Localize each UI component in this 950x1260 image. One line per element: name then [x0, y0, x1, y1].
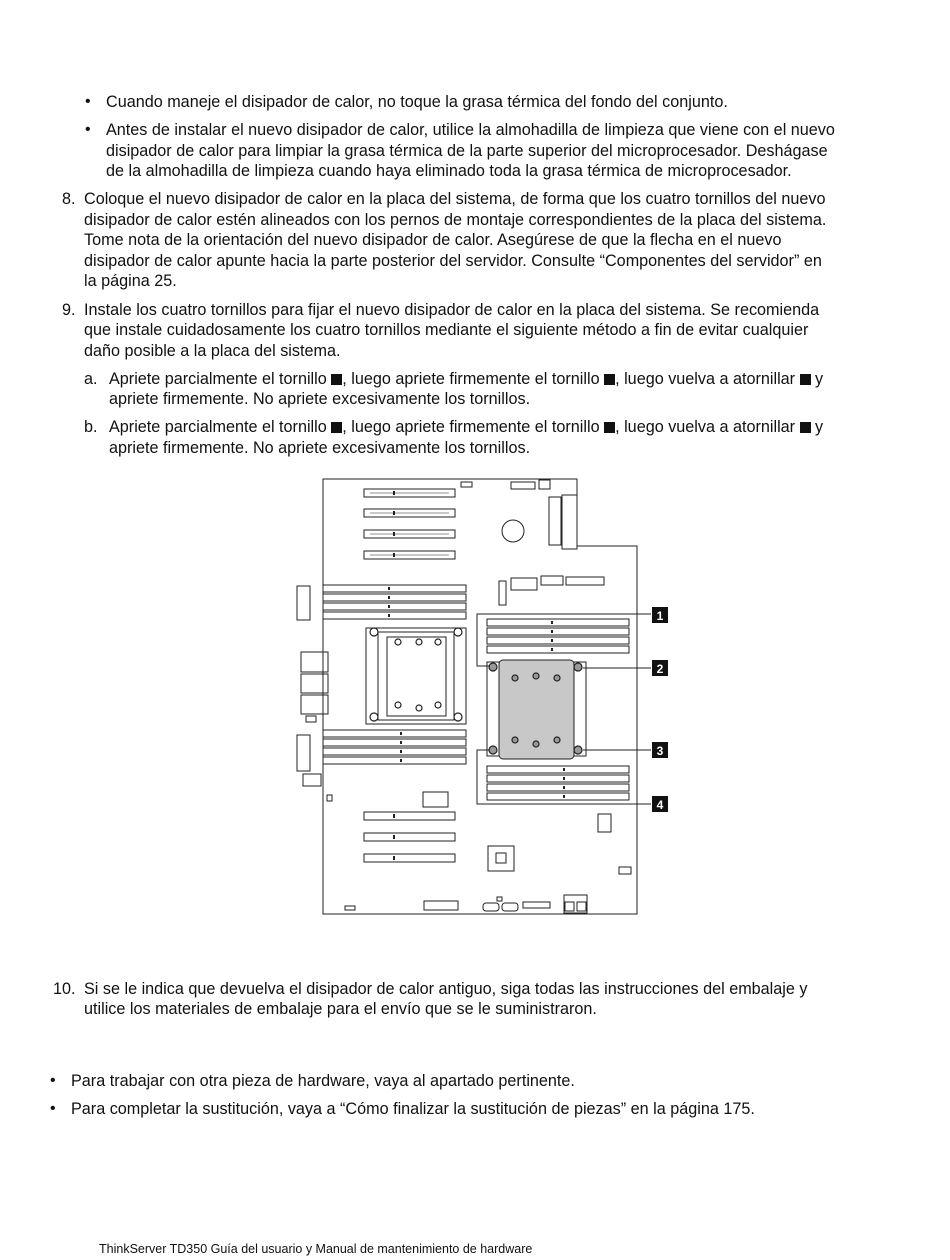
step-8-line: Tome nota de la orientación del nuevo disipador de calor. Asegúrese de que la flecha en el nuevo: [84, 231, 782, 249]
callout-1: [652, 607, 668, 623]
callout-3-label: 3: [656, 744, 664, 758]
step-9b-letter: b.: [84, 418, 98, 436]
bullet-marker: •: [50, 1072, 56, 1089]
step-9-line: Instale los cuatro tornillos para fijar el nuevo disipador de calor en la placa del sistema. Se recomienda: [84, 301, 820, 319]
bullet-marker: •: [85, 121, 91, 138]
callout-2-label: 2: [656, 662, 664, 676]
page-footer: ThinkServer TD350 Guía del usuario y Manual de mantenimiento de hardware: [99, 1242, 533, 1256]
bullet-marker: •: [85, 93, 91, 110]
bullet-text-grease: Cuando maneje el disipador de calor, no toque la grasa térmica del fondo del conjunto.: [106, 93, 728, 111]
step-10-number: 10.: [53, 980, 76, 998]
next-step-complete: Para completar la sustitución, vaya a “Cómo finalizar la sustitución de piezas” en la página 175.: [71, 1100, 755, 1118]
step-9b-line1: Apriete parcialmente el tornillo , luego apriete firmemente el tornillo , luego vuelva a atornillar y: [109, 418, 824, 436]
bullet-text-cleaning-line1: Antes de instalar el nuevo disipador de calor, utilice la almohadilla de limpieza que viene con el nuevo: [106, 121, 835, 139]
step-8-line: disipador de calor apunte hacia la parte posterior del servidor. Consulte “Componentes del servidor” en: [84, 252, 822, 270]
callout-3: [652, 742, 668, 758]
step-9a-letter: a.: [84, 370, 98, 388]
step-9-number: 9.: [62, 301, 76, 319]
step-8-line: disipador de calor estén alineados con los pernos de montaje correspondientes de la placa del sistema.: [84, 211, 827, 229]
bullet-text-cleaning-line3: de la almohadilla de limpieza cuando haya eliminado toda la grasa térmica de microprocesador.: [106, 162, 792, 180]
bullet-text-cleaning-line2: disipador de calor para limpiar la grasa térmica de la parte superior del microprocesador. Deshágase: [106, 142, 828, 160]
step-10-line: Si se le indica que devuelva el disipador de calor antiguo, siga todas las instrucciones del embalaje y: [84, 980, 808, 998]
bullet-marker: •: [50, 1100, 56, 1117]
step-8-number: 8.: [62, 190, 76, 208]
board-outline: [323, 479, 637, 914]
step-9a-line1: Apriete parcialmente el tornillo , luego apriete firmemente el tornillo , luego vuelva a atornillar y: [109, 370, 824, 388]
step-9-line: que instale cuidadosamente los cuatro tornillos mediante el siguiente método a fin de evitar cualquier: [84, 321, 809, 339]
step-9-line: daño posible a la placa del sistema.: [84, 342, 341, 360]
step-8-line: Coloque el nuevo disipador de calor en la placa del sistema, de forma que los cuatro tornillos del nuevo: [84, 190, 826, 208]
next-step-hardware: Para trabajar con otra pieza de hardware, vaya al apartado pertinente.: [71, 1072, 575, 1090]
callout-2: [652, 660, 668, 676]
step-9b-line2: apriete firmemente. No apriete excesivamente los tornillos.: [109, 439, 531, 457]
callout-4: [652, 796, 668, 812]
step-8-line: la página 25.: [84, 272, 177, 290]
callout-4-label: 4: [656, 798, 664, 812]
step-10-line: utilice los materiales de embalaje para el envío que se le suministraron.: [84, 1000, 597, 1018]
step-9a-line2: apriete firmemente. No apriete excesivamente los tornillos.: [109, 390, 531, 408]
callout-1-label: 1: [656, 609, 664, 623]
